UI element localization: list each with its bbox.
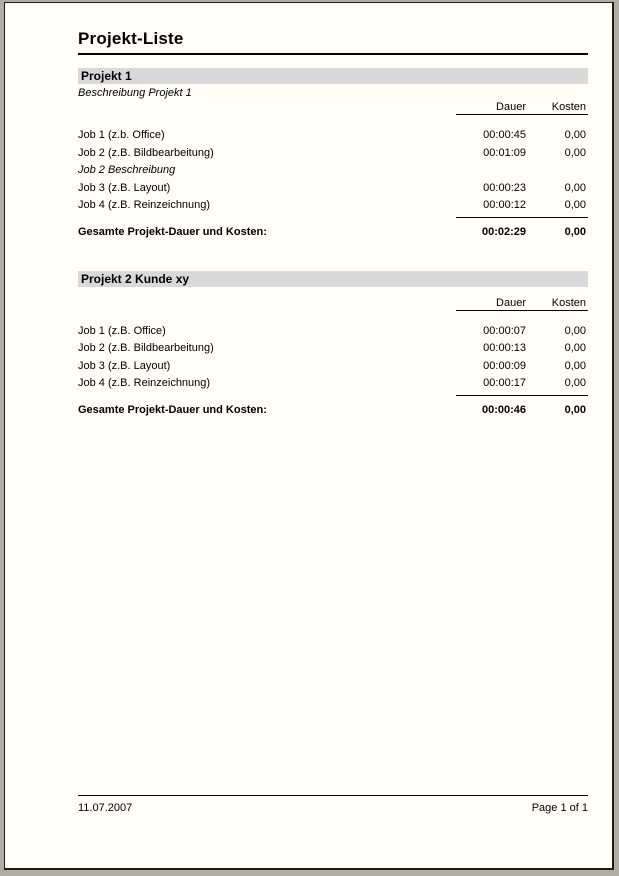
job-dauer: 00:01:09 [483,146,526,159]
job-kosten: 0,00 [564,324,586,337]
job-label: Job 2 (z.B. Bildbearbeitung) [78,146,214,159]
column-header-kosten: Kosten [551,101,586,113]
job-row [78,127,588,145]
project-section [78,271,588,417]
job-kosten: 0,00 [564,377,586,389]
job-rows [78,323,588,393]
job-row [78,340,588,358]
job-dauer: 00:00:09 [483,359,526,372]
project-header [78,68,588,84]
job-kosten: 0,00 [564,199,586,211]
column-header-spacer [78,101,456,113]
job-dauer: 00:00:17 [483,377,526,389]
project-sections [78,68,588,417]
job-label: Job 3 (z.B. Layout) [78,181,171,194]
job-label: Job 4 (z.B. Reinzeichnung) [78,377,211,389]
job-description: Job 2 Beschreibung [78,164,176,176]
job-row [78,375,588,393]
job-dauer: 00:00:45 [483,129,526,141]
job-kosten: 0,00 [564,342,586,354]
column-headers [78,101,588,113]
project-header [78,271,588,287]
job-kosten: 0,00 [564,146,586,159]
column-header-divider [456,310,588,311]
job-row [78,358,588,376]
report-content [78,30,588,417]
column-header-kosten: Kosten [551,296,586,309]
job-row [78,323,588,341]
job-dauer: 00:00:23 [483,181,526,194]
job-dauer: 00:00:07 [483,324,526,337]
column-header-spacer [78,297,456,309]
job-kosten: 0,00 [564,129,586,141]
column-header-dauer: Dauer [496,296,526,309]
job-dauer: 00:00:13 [483,342,526,354]
footer-date: 11.07.2007 [78,802,133,814]
total-dauer: 00:02:29 [481,225,526,238]
job-label: Job 4 (z.B. Reinzeichnung) [78,199,211,211]
job-kosten: 0,00 [564,181,586,194]
title-divider [78,53,588,55]
total-divider [456,217,588,218]
project-description: Beschreibung Projekt 1 [78,87,192,99]
total-kosten: 0,00 [564,225,586,238]
report-page [4,2,614,870]
footer-page-number: Page 1 of 1 [531,802,588,814]
job-rows [78,127,588,215]
column-headers [78,297,588,309]
column-header-dauer: Dauer [496,101,526,113]
column-header-divider [456,114,588,115]
total-label: Gesamte Projekt-Dauer und Kosten: [78,225,267,238]
job-row [78,180,588,198]
job-label: Job 2 (z.B. Bildbearbeitung) [78,342,214,354]
job-dauer: 00:00:12 [483,199,526,211]
total-label: Gesamte Projekt-Dauer und Kosten: [78,403,267,416]
project-total-row [78,225,588,239]
project-name: Projekt 1 [81,69,132,83]
total-divider [456,395,588,396]
total-dauer: 00:00:46 [481,403,526,416]
report-title: Projekt-Liste [78,29,184,48]
project-section [78,68,588,239]
project-total-row [78,403,588,417]
job-kosten: 0,00 [564,359,586,372]
job-label: Job 1 (z.B. Office) [78,324,166,337]
project-name: Projekt 2 Kunde xy [81,271,190,286]
report-footer [78,795,588,814]
job-description-row [78,162,588,180]
job-label: Job 1 (z.b. Office) [78,129,165,141]
job-row [78,145,588,163]
total-kosten: 0,00 [564,403,586,416]
job-row [78,197,588,215]
job-label: Job 3 (z.B. Layout) [78,359,171,372]
